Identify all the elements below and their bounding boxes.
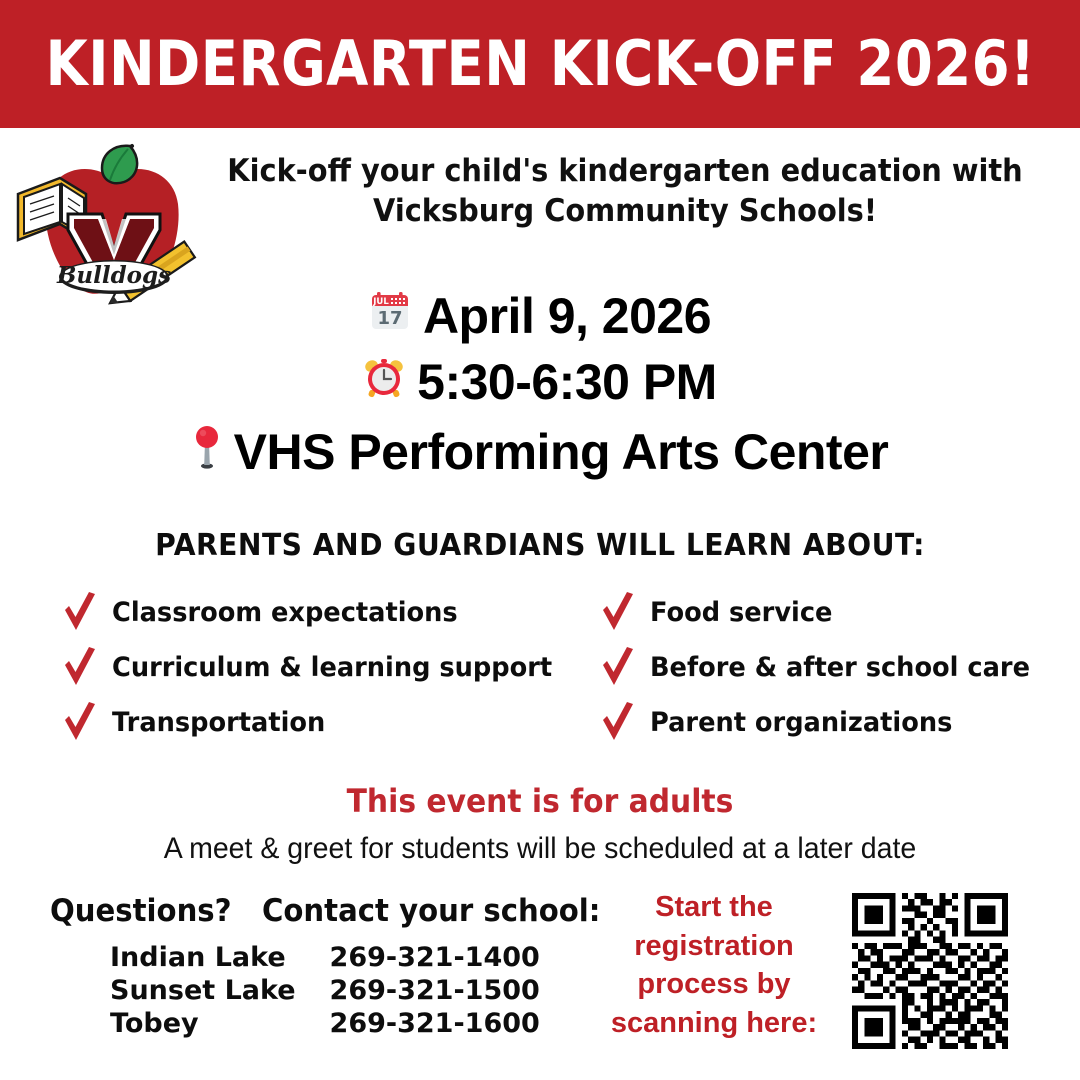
header-banner: [0, 0, 1080, 128]
event-time-row: [0, 349, 1080, 415]
check-icon: [600, 700, 636, 746]
alarm-clock-icon: [363, 357, 405, 407]
contact-heading: Questions? Contact your school:: [50, 893, 601, 929]
contact-table: [110, 941, 540, 1040]
school-name: Tobey: [110, 1008, 199, 1039]
learn-about-heading: PARENTS AND GUARDIANS WILL LEARN ABOUT:: [155, 528, 925, 563]
adults-only-headline: This event is for adults: [346, 782, 734, 820]
page-title: KINDERGARTEN KICK-OFF 2026!: [45, 27, 1035, 100]
checklist-label: Classroom expectations: [112, 597, 458, 628]
svg-text:JUL: JUL: [373, 297, 389, 307]
subheading-line-2: Vicksburg Community Schools!: [373, 192, 877, 229]
event-time-text: 5:30-6:30 PM: [417, 354, 717, 410]
learn-about-checklist: [0, 585, 1080, 750]
event-date-row: [0, 283, 1080, 349]
checklist-label: Parent organizations: [650, 707, 953, 738]
school-phone[interactable]: 269-321-1500: [329, 975, 540, 1006]
event-location-row: [0, 415, 1080, 489]
adults-only-subtext: A meet & greet for students will be scheduled at a later date: [163, 832, 917, 865]
location-pin-icon: [192, 424, 222, 480]
subheading: [220, 152, 1029, 231]
contact-section: [50, 893, 610, 1040]
registration-instructions: Start the registration process by scanning here:: [610, 891, 818, 1039]
table-row: [110, 1007, 540, 1040]
checklist-label: Transportation: [112, 707, 326, 738]
check-icon: [600, 590, 636, 636]
event-date-text: April 9, 2026: [422, 288, 712, 344]
qr-code-graphic: [852, 893, 1008, 1049]
school-name: Indian Lake: [110, 942, 286, 973]
event-location-text: VHS Performing Arts Center: [233, 424, 889, 480]
svg-text:Bulldogs: Bulldogs: [56, 262, 172, 289]
calendar-icon: [369, 291, 411, 341]
checklist-label: Food service: [650, 597, 833, 628]
school-name: Sunset Lake: [110, 975, 296, 1006]
svg-text:17: 17: [377, 308, 403, 329]
school-phone[interactable]: 269-321-1400: [329, 942, 540, 973]
check-icon: [600, 645, 636, 691]
registration-qr-code[interactable]: [852, 893, 1008, 1049]
subheading-line-1: Kick-off your child's kindergarten education with: [227, 153, 1023, 189]
checklist-label: Before & after school care: [650, 652, 1030, 683]
school-phone[interactable]: 269-321-1600: [329, 1008, 540, 1039]
checklist-label: Curriculum & learning support: [112, 652, 553, 683]
event-details: [0, 283, 1080, 489]
table-row: [110, 974, 540, 1007]
table-row: [110, 941, 540, 974]
